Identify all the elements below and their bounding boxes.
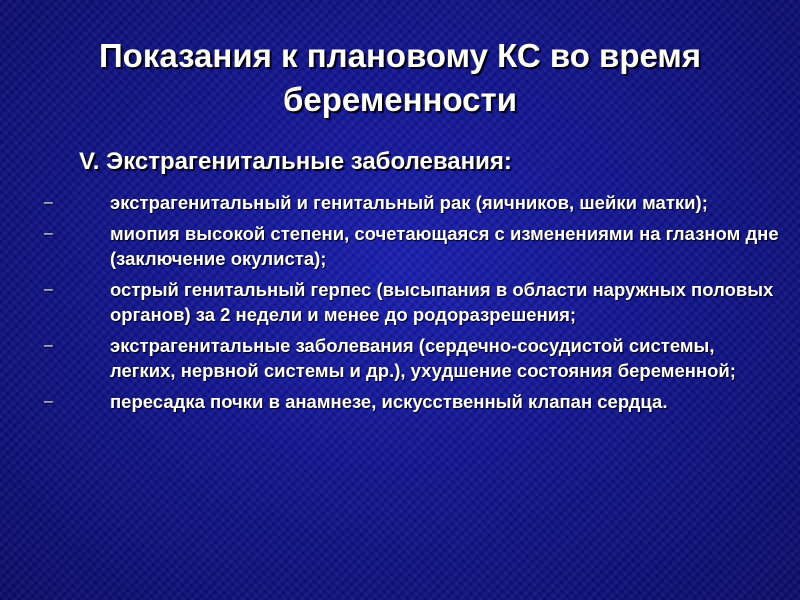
slide-title: Показания к плановому КС во время беременности (98, 37, 702, 118)
list-item-text: острый генитальный герпес (высыпания в области наружных половых органов) за 2 недели и менее до родоразрешения; (110, 279, 774, 325)
list-item (44, 277, 784, 327)
list-item-text: пересадка почки в анамнезе, искусственный клапан сердца. (110, 391, 668, 412)
dash-bullet: – (44, 393, 53, 410)
dash-bullet: – (44, 194, 53, 211)
dash-bullet: – (44, 337, 53, 354)
dash-bullet: – (44, 281, 53, 298)
list-item-text: экстрагенитальный и генитальный рак (яичников, шейки матки); (110, 192, 708, 213)
list-item (44, 221, 784, 271)
list-item-text: миопия высокой степени, сочетающаяся с изменениями на глазном дне (заключение окулиста); (110, 223, 779, 269)
list-item (44, 190, 784, 215)
list-item-text: экстрагенитальные заболевания (сердечно-сосудистой системы, легких, нервной системы и др.), ухудшение состояния беременной; (110, 335, 736, 381)
list-item (44, 389, 784, 414)
dash-bullet: – (44, 225, 53, 242)
section-heading: V. Экстрагенитальные заболевания: (79, 148, 512, 175)
indications-list (44, 190, 784, 420)
list-item (44, 333, 784, 383)
